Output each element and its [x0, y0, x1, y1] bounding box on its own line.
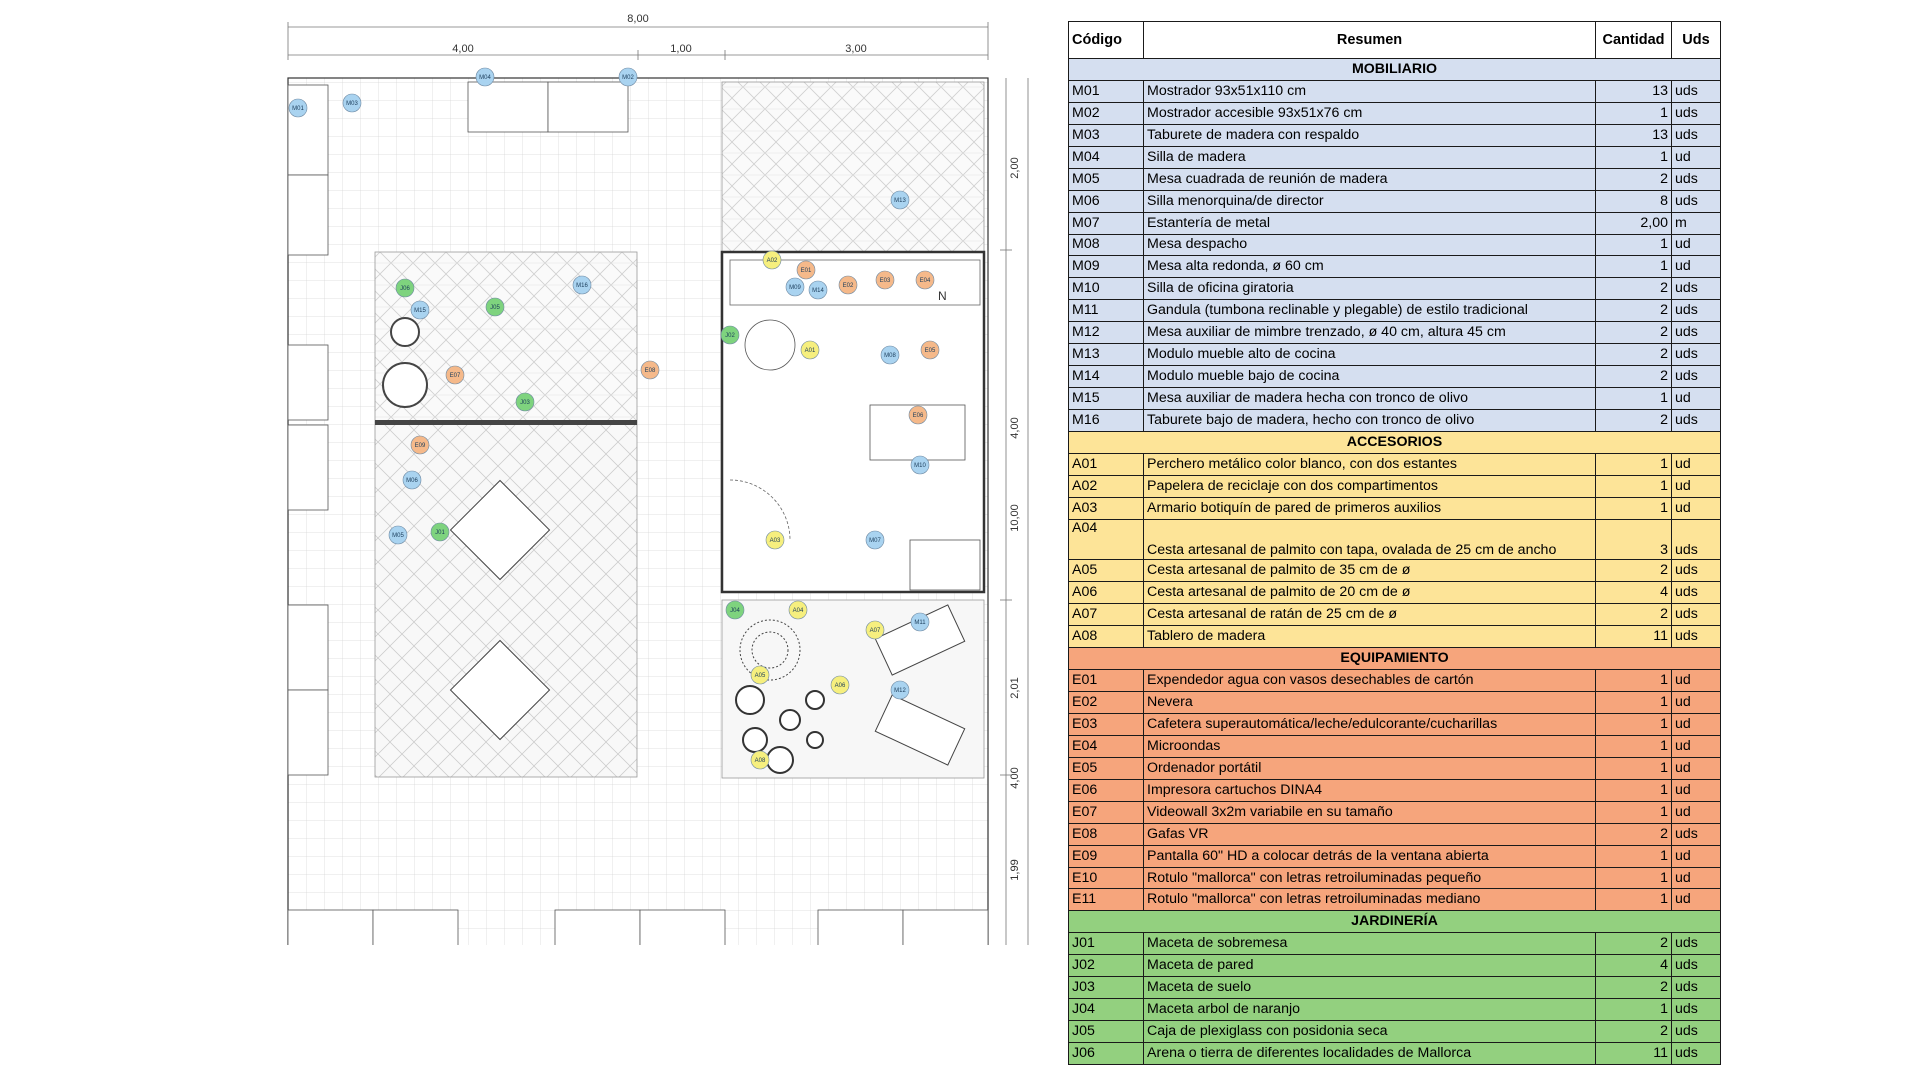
tag-label-e04: E04: [919, 278, 931, 284]
item-description: Rotulo "mallorca" con letras retroiluminadas pequeño: [1144, 867, 1596, 889]
table-row: [1069, 670, 1721, 692]
table-row: [1069, 889, 1721, 911]
dim-right-total: 10,00: [1009, 504, 1021, 532]
item-quantity: 2: [1596, 278, 1672, 300]
section-title: JARDINERÍA: [1069, 911, 1721, 933]
dim-right-segment-2: 4,00: [1009, 417, 1021, 439]
tag-label-j02: J02: [725, 333, 735, 339]
tiled-zone-upper-right: [722, 82, 984, 252]
item-code: A04: [1069, 519, 1144, 560]
item-quantity: 1: [1596, 779, 1672, 801]
item-unit: ud: [1672, 845, 1721, 867]
table-row: [1069, 779, 1721, 801]
table-row: [1069, 867, 1721, 889]
table-row: [1069, 999, 1721, 1021]
item-description: Mesa cuadrada de reunión de madera: [1144, 168, 1596, 190]
item-description: Gandula (tumbona reclinable y plegable) de estilo tradicional: [1144, 300, 1596, 322]
tag-label-e02: E02: [842, 283, 854, 289]
office-cabinet: [910, 540, 980, 590]
item-unit: ud: [1672, 867, 1721, 889]
item-description: Mostrador accesible 93x51x76 cm: [1144, 102, 1596, 124]
item-code: A03: [1069, 497, 1144, 519]
item-code: M01: [1069, 80, 1144, 102]
table-row: [1069, 102, 1721, 124]
table-row: [1069, 366, 1721, 388]
table-row: [1069, 168, 1721, 190]
item-unit: ud: [1672, 146, 1721, 168]
bottom-counters: [288, 910, 988, 945]
item-unit: uds: [1672, 102, 1721, 124]
tag-label-e06: E06: [912, 413, 924, 419]
item-code: E11: [1069, 889, 1144, 911]
item-code: E10: [1069, 867, 1144, 889]
floor-plan-drawing: [270, 10, 1030, 945]
item-code: A01: [1069, 453, 1144, 475]
table-row: [1069, 322, 1721, 344]
tag-label-m08: M08: [884, 353, 896, 359]
item-quantity: 4: [1596, 582, 1672, 604]
item-quantity: 2: [1596, 560, 1672, 582]
section-title: ACCESORIOS: [1069, 431, 1721, 453]
table-row: [1069, 823, 1721, 845]
item-unit: uds: [1672, 410, 1721, 432]
item-code: M04: [1069, 146, 1144, 168]
dim-top-segment-3: 3,00: [845, 43, 867, 55]
item-description: Videowall 3x2m variabile en su tamaño: [1144, 801, 1596, 823]
item-code: E08: [1069, 823, 1144, 845]
tag-label-e01: E01: [800, 268, 812, 274]
table-row: [1069, 344, 1721, 366]
item-description: Cafetera superautomática/leche/edulcorante/cucharillas: [1144, 713, 1596, 735]
item-code: M07: [1069, 212, 1144, 234]
item-unit: uds: [1672, 977, 1721, 999]
item-code: A02: [1069, 475, 1144, 497]
item-description: Impresora cartuchos DINA4: [1144, 779, 1596, 801]
item-unit: ud: [1672, 692, 1721, 714]
item-unit: ud: [1672, 497, 1721, 519]
tag-label-m05: M05: [392, 533, 404, 539]
item-unit: uds: [1672, 80, 1721, 102]
item-unit: uds: [1672, 519, 1721, 560]
item-code: J05: [1069, 1021, 1144, 1043]
tag-label-m16: M16: [576, 283, 588, 289]
floor-plan: [270, 10, 1030, 945]
item-quantity: 1: [1596, 146, 1672, 168]
tag-label-a01: A01: [804, 348, 816, 354]
table-row: [1069, 300, 1721, 322]
tag-label-a06: A06: [834, 683, 846, 689]
tag-label-m07: M07: [869, 538, 881, 544]
item-quantity: 13: [1596, 80, 1672, 102]
dim-top-total: 8,00: [627, 13, 649, 25]
item-unit: ud: [1672, 757, 1721, 779]
tag-label-a04: A04: [792, 608, 804, 614]
item-description: Taburete de madera con respaldo: [1144, 124, 1596, 146]
dim-right-segment-1: 2,00: [1009, 157, 1021, 179]
item-description: Silla menorquina/de director: [1144, 190, 1596, 212]
item-quantity: 1: [1596, 453, 1672, 475]
tag-label-m12: M12: [894, 688, 906, 694]
item-unit: uds: [1672, 823, 1721, 845]
table-row: [1069, 604, 1721, 626]
section-row: [1069, 648, 1721, 670]
item-unit: uds: [1672, 278, 1721, 300]
header-summary: Resumen: [1144, 22, 1596, 59]
table-row: [1069, 410, 1721, 432]
item-description: Caja de plexiglass con posidonia seca: [1144, 1021, 1596, 1043]
tag-label-j01: J01: [435, 530, 445, 536]
tag-label-e09: E09: [414, 443, 426, 449]
item-code: M03: [1069, 124, 1144, 146]
item-quantity: 2: [1596, 344, 1672, 366]
header-code: Código: [1069, 22, 1144, 59]
table-row: [1069, 234, 1721, 256]
table-row: [1069, 1021, 1721, 1043]
tag-label-e08: E08: [644, 368, 656, 374]
item-code: M15: [1069, 388, 1144, 410]
section-row: [1069, 431, 1721, 453]
item-code: A05: [1069, 560, 1144, 582]
item-description: Mesa despacho: [1144, 234, 1596, 256]
item-description: Cesta artesanal de ratán de 25 cm de ø: [1144, 604, 1596, 626]
table-row: [1069, 735, 1721, 757]
item-code: J06: [1069, 1043, 1144, 1065]
item-quantity: 1: [1596, 801, 1672, 823]
tag-label-j05: J05: [490, 305, 500, 311]
item-quantity: 1: [1596, 692, 1672, 714]
item-unit: uds: [1672, 1043, 1721, 1065]
item-description: Modulo mueble alto de cocina: [1144, 344, 1596, 366]
top-dimension-lines: [288, 22, 988, 60]
item-code: J02: [1069, 955, 1144, 977]
item-description: Mostrador 93x51x110 cm: [1144, 80, 1596, 102]
table-row: [1069, 757, 1721, 779]
item-code: E03: [1069, 713, 1144, 735]
item-code: M09: [1069, 256, 1144, 278]
item-quantity: 1: [1596, 735, 1672, 757]
item-quantity: 2: [1596, 604, 1672, 626]
partition-wall: [375, 420, 637, 425]
tag-label-j04: J04: [730, 608, 740, 614]
item-code: E01: [1069, 670, 1144, 692]
item-code: M11: [1069, 300, 1144, 322]
table-row: [1069, 560, 1721, 582]
table-row: [1069, 80, 1721, 102]
item-unit: uds: [1672, 1021, 1721, 1043]
item-quantity: 1: [1596, 713, 1672, 735]
item-code: E02: [1069, 692, 1144, 714]
table-row: [1069, 453, 1721, 475]
left-counters: [288, 85, 328, 775]
tag-label-m04: M04: [479, 75, 491, 81]
table-row: [1069, 124, 1721, 146]
table-row: [1069, 955, 1721, 977]
item-description: Silla de madera: [1144, 146, 1596, 168]
table-row: [1069, 713, 1721, 735]
item-code: E06: [1069, 779, 1144, 801]
tag-label-a07: A07: [869, 628, 881, 634]
item-unit: ud: [1672, 453, 1721, 475]
item-quantity: 2: [1596, 300, 1672, 322]
item-description: Cesta artesanal de palmito de 20 cm de ø: [1144, 582, 1596, 604]
tag-label-m13: M13: [894, 198, 906, 204]
item-quantity: 1: [1596, 670, 1672, 692]
tag-label-a03: A03: [769, 538, 781, 544]
item-quantity: 1: [1596, 497, 1672, 519]
section-title: EQUIPAMIENTO: [1069, 648, 1721, 670]
item-code: E09: [1069, 845, 1144, 867]
item-description: Maceta de sobremesa: [1144, 933, 1596, 955]
tag-label-a05: A05: [754, 673, 766, 679]
item-code: M13: [1069, 344, 1144, 366]
tag-label-e05: E05: [924, 348, 936, 354]
item-code: M08: [1069, 234, 1144, 256]
item-unit: uds: [1672, 190, 1721, 212]
item-quantity: 11: [1596, 626, 1672, 648]
table-row: [1069, 388, 1721, 410]
dim-top-segment-1: 4,00: [452, 43, 474, 55]
table-row: [1069, 582, 1721, 604]
tag-label-m10: M10: [914, 463, 926, 469]
item-description: Pantalla 60" HD a colocar detrás de la ventana abierta: [1144, 845, 1596, 867]
item-quantity: 2: [1596, 1021, 1672, 1043]
item-code: M16: [1069, 410, 1144, 432]
item-code: M02: [1069, 102, 1144, 124]
item-code: M14: [1069, 366, 1144, 388]
section-title: MOBILIARIO: [1069, 59, 1721, 81]
item-unit: uds: [1672, 168, 1721, 190]
item-description: Estantería de metal: [1144, 212, 1596, 234]
item-quantity: 13: [1596, 124, 1672, 146]
dim-right-segment-3: 2,01: [1009, 677, 1021, 699]
tag-label-m14: M14: [812, 288, 824, 294]
tag-label-e03: E03: [879, 278, 891, 284]
item-unit: ud: [1672, 889, 1721, 911]
top-counters: [468, 82, 628, 132]
section-row: [1069, 59, 1721, 81]
item-quantity: 2: [1596, 168, 1672, 190]
item-unit: uds: [1672, 322, 1721, 344]
table-row: [1069, 801, 1721, 823]
item-description: Maceta arbol de naranjo: [1144, 999, 1596, 1021]
table-row: [1069, 212, 1721, 234]
item-unit: uds: [1672, 582, 1721, 604]
table-row: [1069, 692, 1721, 714]
item-description: Maceta de suelo: [1144, 977, 1596, 999]
item-description: Papelera de reciclaje con dos compartimentos: [1144, 475, 1596, 497]
tag-label-m06: M06: [406, 478, 418, 484]
tag-label-e07: E07: [449, 373, 461, 379]
item-quantity: 2: [1596, 410, 1672, 432]
item-code: M05: [1069, 168, 1144, 190]
item-description: Mesa auxiliar de madera hecha con tronco de olivo: [1144, 388, 1596, 410]
item-quantity: 1: [1596, 388, 1672, 410]
item-quantity: 8: [1596, 190, 1672, 212]
item-unit: uds: [1672, 999, 1721, 1021]
item-unit: uds: [1672, 124, 1721, 146]
item-description: Nevera: [1144, 692, 1596, 714]
item-unit: ud: [1672, 801, 1721, 823]
item-description: Maceta de pared: [1144, 955, 1596, 977]
item-unit: uds: [1672, 933, 1721, 955]
tag-label-m09: M09: [789, 285, 801, 291]
item-unit: m: [1672, 212, 1721, 234]
north-mark: N: [938, 289, 947, 303]
tag-label-a08: A08: [754, 758, 766, 764]
item-quantity: 1: [1596, 867, 1672, 889]
item-code: A06: [1069, 582, 1144, 604]
item-code: M06: [1069, 190, 1144, 212]
item-code: A08: [1069, 626, 1144, 648]
item-quantity: 1: [1596, 102, 1672, 124]
header-quantity: Cantidad: [1596, 22, 1672, 59]
table-row: [1069, 256, 1721, 278]
item-unit: uds: [1672, 344, 1721, 366]
dim-right-segment-4: 4,00: [1009, 767, 1021, 789]
schedule-header-row: [1069, 22, 1721, 59]
item-code: J04: [1069, 999, 1144, 1021]
item-quantity: 2: [1596, 977, 1672, 999]
tag-label-a02: A02: [766, 258, 778, 264]
item-quantity: 4: [1596, 955, 1672, 977]
item-description: Arena o tierra de diferentes localidades de Mallorca: [1144, 1043, 1596, 1065]
table-row: [1069, 626, 1721, 648]
item-quantity: 1: [1596, 999, 1672, 1021]
tag-label-m11: M11: [914, 620, 926, 626]
table-row: [1069, 1043, 1721, 1065]
section-row: [1069, 911, 1721, 933]
item-quantity: 2: [1596, 823, 1672, 845]
item-unit: ud: [1672, 256, 1721, 278]
table-row: [1069, 977, 1721, 999]
item-quantity: 1: [1596, 889, 1672, 911]
item-unit: uds: [1672, 300, 1721, 322]
item-description: Expendedor agua con vasos desechables de cartón: [1144, 670, 1596, 692]
item-quantity: 1: [1596, 256, 1672, 278]
item-unit: ud: [1672, 234, 1721, 256]
tag-label-j06: J06: [400, 286, 410, 292]
office-round-table: [745, 320, 795, 370]
item-code: J03: [1069, 977, 1144, 999]
header-unit: Uds: [1672, 22, 1721, 59]
item-unit: ud: [1672, 713, 1721, 735]
item-description: Modulo mueble bajo de cocina: [1144, 366, 1596, 388]
item-quantity: 2: [1596, 933, 1672, 955]
item-quantity: 1: [1596, 475, 1672, 497]
tag-label-j03: J03: [520, 400, 530, 406]
item-description: Gafas VR: [1144, 823, 1596, 845]
item-quantity: 11: [1596, 1043, 1672, 1065]
tag-label-m01: M01: [292, 106, 304, 112]
item-code: E04: [1069, 735, 1144, 757]
furniture-schedule-table: [1068, 21, 1721, 1065]
item-description: Tablero de madera: [1144, 626, 1596, 648]
item-unit: uds: [1672, 604, 1721, 626]
item-code: M10: [1069, 278, 1144, 300]
item-description: Silla de oficina giratoria: [1144, 278, 1596, 300]
item-unit: ud: [1672, 670, 1721, 692]
item-description: Perchero metálico color blanco, con dos estantes: [1144, 453, 1596, 475]
item-code: M12: [1069, 322, 1144, 344]
tag-label-m03: M03: [346, 101, 358, 107]
item-unit: ud: [1672, 779, 1721, 801]
item-code: E07: [1069, 801, 1144, 823]
table-row: [1069, 475, 1721, 497]
item-description: Mesa alta redonda, ø 60 cm: [1144, 256, 1596, 278]
item-quantity: 2: [1596, 322, 1672, 344]
tag-label-m15: M15: [414, 308, 426, 314]
item-description: Microondas: [1144, 735, 1596, 757]
item-code: A07: [1069, 604, 1144, 626]
item-description: Ordenador portátil: [1144, 757, 1596, 779]
item-code: J01: [1069, 933, 1144, 955]
tag-label-m02: M02: [622, 75, 634, 81]
item-unit: ud: [1672, 388, 1721, 410]
table-row: [1069, 190, 1721, 212]
item-description: Mesa auxiliar de mimbre trenzado, ø 40 cm, altura 45 cm: [1144, 322, 1596, 344]
item-unit: ud: [1672, 735, 1721, 757]
item-code: E05: [1069, 757, 1144, 779]
dim-right-segment-5: 1,99: [1009, 859, 1021, 881]
item-unit: uds: [1672, 366, 1721, 388]
item-quantity: 2,00: [1596, 212, 1672, 234]
item-quantity: 1: [1596, 234, 1672, 256]
table-row: [1069, 519, 1721, 560]
item-unit: uds: [1672, 955, 1721, 977]
table-row: [1069, 933, 1721, 955]
item-description: Cesta artesanal de palmito con tapa, ovalada de 25 cm de ancho: [1144, 519, 1596, 560]
table-row: [1069, 146, 1721, 168]
item-description: Taburete bajo de madera, hecho con tronco de olivo: [1144, 410, 1596, 432]
table-row: [1069, 845, 1721, 867]
item-quantity: 3: [1596, 519, 1672, 560]
table-row: [1069, 497, 1721, 519]
item-quantity: 2: [1596, 366, 1672, 388]
table-row: [1069, 278, 1721, 300]
item-quantity: 1: [1596, 845, 1672, 867]
item-unit: uds: [1672, 626, 1721, 648]
item-description: Rotulo "mallorca" con letras retroiluminadas mediano: [1144, 889, 1596, 911]
dim-top-segment-2: 1,00: [670, 43, 692, 55]
item-quantity: 1: [1596, 757, 1672, 779]
item-description: Cesta artesanal de palmito de 35 cm de ø: [1144, 560, 1596, 582]
item-unit: uds: [1672, 560, 1721, 582]
item-description: Armario botiquín de pared de primeros auxilios: [1144, 497, 1596, 519]
item-unit: ud: [1672, 475, 1721, 497]
